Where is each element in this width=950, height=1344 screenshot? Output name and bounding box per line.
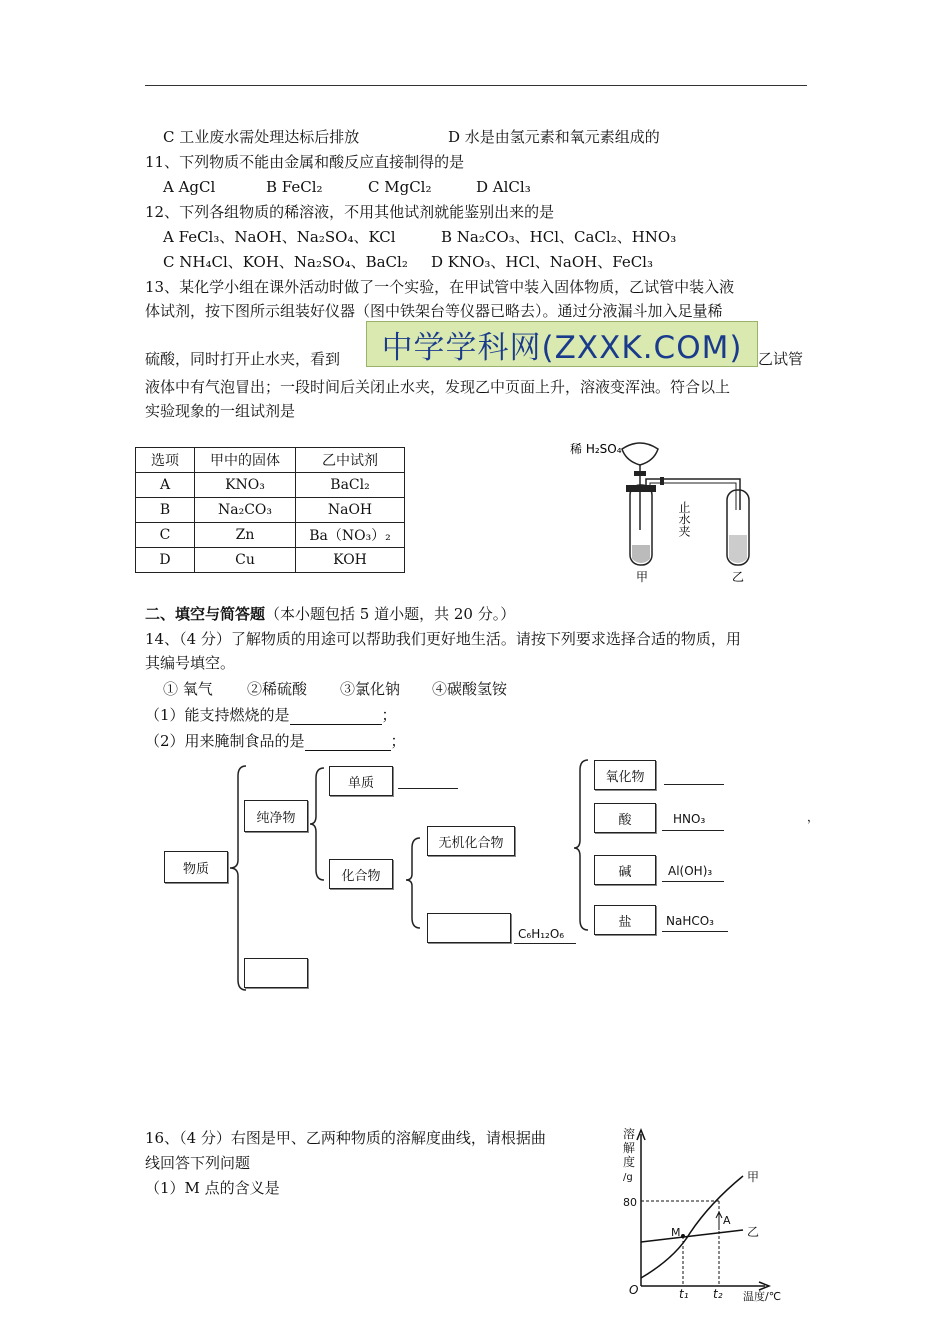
q16-sub1: （1）M 点的含义是 — [145, 1179, 280, 1197]
organic-example: C₆H₁₂O₆ — [518, 927, 565, 941]
node-pure: 纯净物 — [244, 800, 308, 832]
q12-option-d: D KNO₃、HCl、NaOH、FeCl₃ — [431, 253, 653, 271]
section-note: （本小题包括 5 道小题，共 20 分。） — [265, 605, 516, 623]
acid-label: 稀 H₂SO₄ — [570, 442, 622, 456]
q14-line2: 其编号填空。 — [145, 654, 236, 672]
table-cell: Zn — [195, 523, 296, 548]
q11-option-a: A AgCl — [163, 178, 216, 196]
base-underline — [662, 881, 724, 882]
q14-choice-4: ④碳酸氢铵 — [432, 680, 508, 698]
point-m — [681, 1234, 685, 1238]
ylabel-2: 解 — [623, 1141, 636, 1155]
node-root: 物质 — [164, 851, 228, 883]
q14-sub1-end: ； — [381, 706, 397, 724]
table-cell: A — [136, 473, 195, 498]
q14-choice-2: ②稀硫酸 — [247, 680, 308, 698]
curve-yi-label: 乙 — [747, 1225, 760, 1239]
node-mixture-blank — [244, 958, 308, 988]
q14-line1: 14、（4 分）了解物质的用途可以帮助我们更好地生活。请按下列要求选择合适的物质，用 — [145, 630, 741, 648]
q11-option-c: C MgCl₂ — [368, 178, 432, 196]
base-example: Al(OH)₃ — [668, 864, 713, 878]
node-base: 碱 — [594, 855, 656, 885]
table-cell: BaCl₂ — [296, 473, 405, 498]
q14-sub2-text: （2）用来腌制食品的是 — [145, 732, 305, 750]
curve-jia — [641, 1176, 743, 1278]
table-cell: Cu — [195, 548, 296, 573]
node-inorganic: 无机化合物 — [427, 826, 515, 856]
organic-underline — [514, 943, 576, 944]
node-acid: 酸 — [594, 803, 656, 833]
q13-line5: 实验现象的一组试剂是 — [145, 402, 296, 420]
section-title: 二、填空与简答题 — [145, 605, 266, 623]
table-header-cell: 甲中的固体 — [195, 448, 296, 473]
origin-label: O — [629, 1283, 639, 1297]
salt-underline — [662, 931, 728, 932]
q13-line1: 13、某化学小组在课外活动时做了一个实验，在甲试管中装入固体物质，乙试管中装入液 — [145, 278, 735, 296]
table-header-cell: 选项 — [136, 448, 195, 473]
point-m-label: M — [671, 1226, 681, 1239]
point-a-label: A — [723, 1214, 731, 1227]
q12-option-a: A FeCl₃、NaOH、Na₂SO₄、KCl — [163, 228, 396, 246]
table-cell: C — [136, 523, 195, 548]
t1-label: t₁ — [679, 1287, 689, 1301]
node-oxide: 氧化物 — [594, 760, 656, 790]
table-cell: Na₂CO₃ — [195, 498, 296, 523]
q14-sub2-end: ； — [390, 732, 406, 750]
watermark-text: 中学学科网(ZXXK.COM) — [381, 329, 743, 366]
table-header-cell: 乙中试剂 — [296, 448, 405, 473]
y-tick-80: 80 — [623, 1196, 637, 1209]
q11-stem: 11、下列物质不能由金属和酸反应直接制得的是 — [145, 153, 465, 171]
solubility-graph — [615, 1118, 800, 1308]
q11-option-b: B FeCl₂ — [266, 178, 323, 196]
acid-example: HNO₃ — [673, 812, 706, 826]
table-cell: Ba（NO₃）₂ — [296, 523, 405, 548]
q16-line1: 16、（4 分）右图是甲、乙两种物质的溶解度曲线，请根据曲 — [145, 1129, 546, 1147]
q10-option-d: D 水是由氢元素和氧元素组成的 — [448, 128, 660, 146]
node-element: 单质 — [329, 766, 393, 796]
table-cell: KNO₃ — [195, 473, 296, 498]
arrow-to-a — [716, 1212, 722, 1230]
blank-element — [398, 788, 458, 789]
xlabel: 温度/℃ — [743, 1290, 782, 1303]
stray-comma: ， — [807, 810, 820, 824]
q13-line3a: 硫酸，同时打开止水夹，看到 — [145, 350, 341, 368]
table-cell: KOH — [296, 548, 405, 573]
acid-underline — [662, 830, 724, 831]
q14-choice-1: ① 氧气 — [163, 680, 213, 698]
q12-option-c: C NH₄Cl、KOH、Na₂SO₄、BaCl₂ — [163, 253, 408, 271]
q13-line4: 液体中有气泡冒出；一段时间后关闭止水夹，发现乙中页面上升，溶液变浑浊。符合以上 — [145, 378, 731, 396]
curve-jia-label: 甲 — [747, 1170, 760, 1184]
q12-stem: 12、下列各组物质的稀溶液，不用其他试剂就能鉴别出来的是 — [145, 203, 555, 221]
table-cell: B — [136, 498, 195, 523]
q13-line3b: 乙试管 — [758, 350, 804, 368]
bracket-pure — [310, 768, 324, 880]
table-cell: NaOH — [296, 498, 405, 523]
q13-line2: 体试剂，按下图所示组装好仪器（图中铁架台等仪器已略去）。通过分液漏斗加入足量稀 — [145, 302, 723, 320]
q11-option-d: D AlCl₃ — [476, 178, 531, 196]
ylabel-1: 溶 — [623, 1127, 636, 1141]
bracket-compound — [406, 838, 420, 928]
node-organic-blank — [427, 913, 511, 943]
q12-option-b: B Na₂CO₃、HCl、CaCl₂、HNO₃ — [441, 228, 677, 246]
clamp-label: 止水夹 — [677, 501, 691, 537]
q14-sub1-text: （1）能支持燃烧的是 — [145, 706, 290, 724]
q10-option-c: C 工业废水需处理达标后排放 — [163, 128, 360, 146]
tube-yi-label: 乙 — [732, 570, 745, 584]
ylabel-3: 度 — [623, 1155, 636, 1169]
tube-jia-label: 甲 — [636, 570, 649, 584]
table-cell: D — [136, 548, 195, 573]
q14-choice-3: ③氯化钠 — [340, 680, 401, 698]
node-compound: 化合物 — [329, 859, 393, 889]
blank-oxide — [664, 784, 724, 785]
node-salt: 盐 — [594, 905, 656, 935]
salt-example: NaHCO₃ — [666, 914, 714, 928]
bracket-inorganic — [574, 760, 588, 930]
ylabel-4: /g — [623, 1172, 633, 1183]
q16-line2: 线回答下列问题 — [145, 1154, 251, 1172]
t2-label: t₂ — [713, 1287, 723, 1301]
curve-yi — [641, 1230, 743, 1242]
